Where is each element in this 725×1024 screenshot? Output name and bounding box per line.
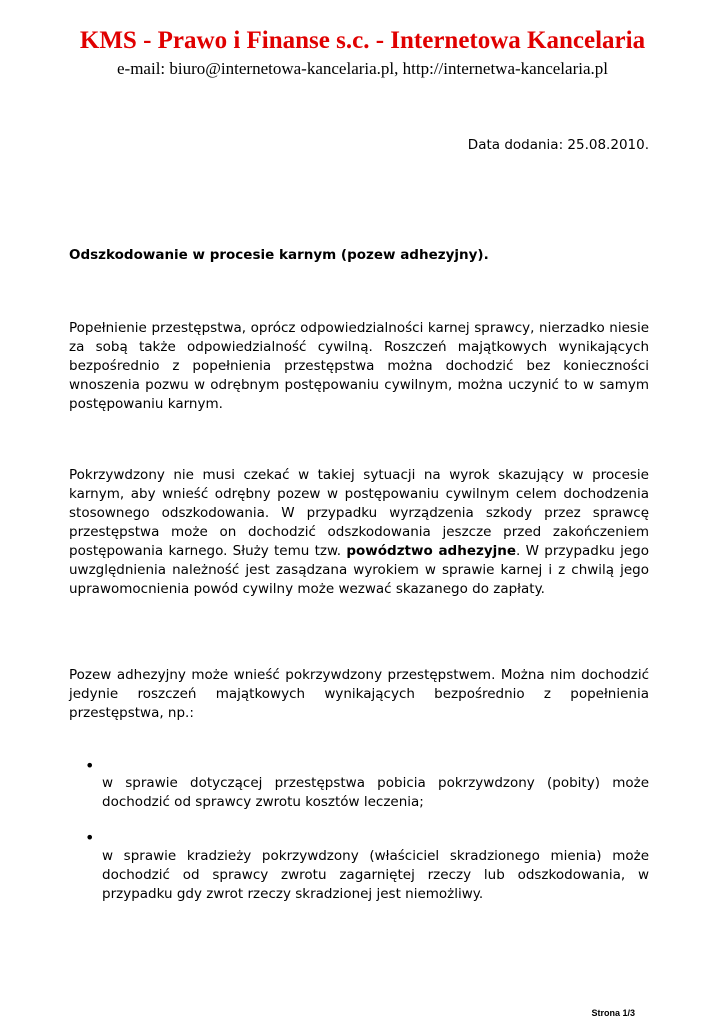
bullet-item-1: w sprawie dotyczącej przestępstwa pobicia pokrzywdzony (pobity) może dochodzić od sprawcy zwrotu kosztów leczenia; bbox=[102, 775, 649, 810]
page-number: Strona 1/3 bbox=[591, 1008, 635, 1018]
paragraph-2 bbox=[69, 466, 649, 599]
paragraph-3: Pozew adhezyjny może wnieść pokrzywdzony przestępstwem. Można nim dochodzić jedynie roszczeń majątkowych wynikających bezpośrednio z popełnienia przestępstwa, np.: bbox=[69, 667, 649, 721]
paragraph-2-bold-term: powództwo adhezyjne bbox=[346, 543, 517, 559]
letterhead bbox=[0, 26, 725, 81]
bullet-marker-1: • bbox=[85, 756, 95, 775]
document-heading: Odszkodowanie w procesie karnym (pozew adhezyjny). bbox=[69, 247, 489, 263]
paragraph-2-text-end: . W przypadku jego uwzględnienia należność jest zasądzana wyrokiem w sprawie karnej i z chwilą jego uprawomocnienia powód cywilny może wezwać skazanego do zapłaty. bbox=[69, 543, 649, 597]
firm-contact-line: e-mail: biuro@internetowa-kancelaria.pl, http://internetwa-kancelaria.pl bbox=[117, 59, 608, 78]
firm-title: KMS - Prawo i Finanse s.c. - Internetowa Kancelaria bbox=[79, 27, 646, 54]
bullet-marker-2: • bbox=[85, 828, 95, 847]
paragraph-2-text-start: Pokrzywdzony nie musi czekać w takiej sytuacji na wyrok skazujący w procesie karnym, aby wnieść odrębny pozew w postępowaniu cywilnym celem dochodzenia stosownego odszkodowania. W przypadku wyrządzenia szkody przez sprawcę przestępstwa może on dochodzić odszkodowania jeszcze przed zakończeniem postępowania karnego. Służy temu tzw. bbox=[69, 467, 649, 559]
date-added: Data dodania: 25.08.2010. bbox=[467, 137, 649, 153]
paragraph-1: Popełnienie przestępstwa, oprócz odpowiedzialności karnej sprawcy, nierzadko niesie za sobą także odpowiedzialność cywilną. Roszczeń majątkowych wynikających bezpośrednio z popełnienia przestępstwa można dochodzić bez konieczności wnoszenia pozwu w odrębnym postępowaniu cywilnym, można uczynić to w samym postępowaniu karnym. bbox=[69, 320, 649, 412]
bullet-item-2: w sprawie kradzieży pokrzywdzony (właściciel skradzionego mienia) może dochodzić od sprawcy zwrotu zagarniętej rzeczy lub odszkodowania, w przypadku gdy zwrot rzeczy skradzionej jest niemożliwy. bbox=[102, 848, 649, 902]
